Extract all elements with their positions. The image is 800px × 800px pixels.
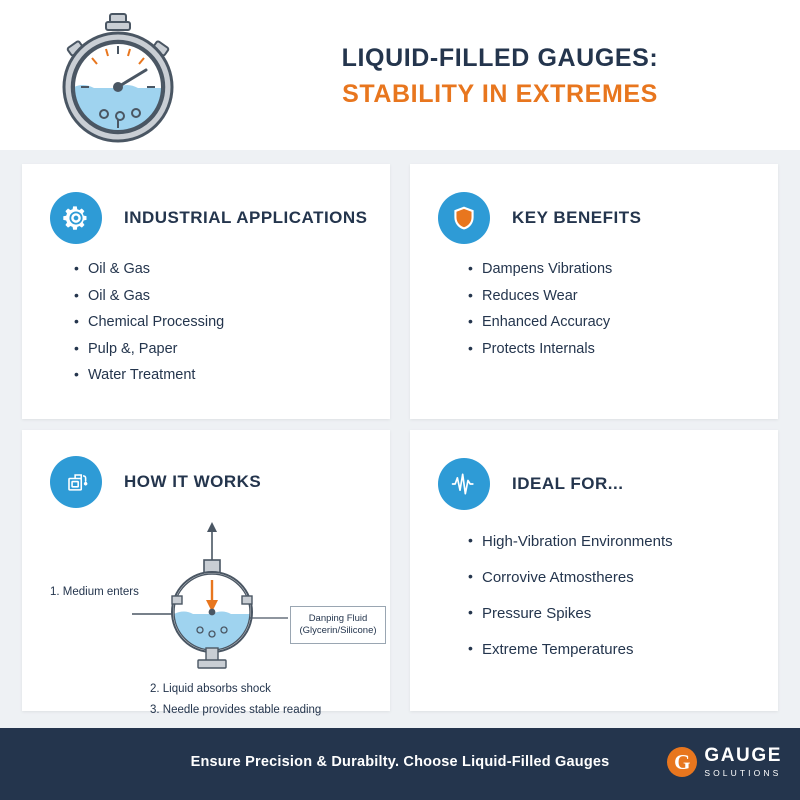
title-line-2: STABILITY IN EXTREMES [342, 80, 658, 108]
step-2-label: 2. Liquid absorbs shock [150, 683, 271, 695]
footer-tagline: Ensure Precision & Durabilty. Choose Liquid-Filled Gauges [190, 754, 610, 770]
damping-fluid-callout [290, 606, 386, 644]
card-key-benefits [410, 164, 778, 419]
card-how-it-works [22, 430, 390, 716]
footer [0, 728, 800, 800]
step-1-label: 1. Medium enters [50, 586, 139, 598]
card-industrial-applications [22, 164, 390, 419]
step-3-label: 3. Needle provides stable reading [150, 704, 322, 716]
page-title [230, 44, 770, 109]
ideal-for-list [410, 534, 778, 657]
list-item: • Extreme Temperatures [468, 642, 778, 657]
fill-gauge-icon [50, 456, 102, 508]
brand-wordmark [704, 746, 782, 778]
list-item: • Oil & Gas [74, 289, 390, 304]
card-title: HOW IT WORKS [124, 472, 262, 491]
list-item: • Reduces Wear [468, 289, 778, 304]
card-ideal-for [410, 430, 778, 711]
brand-mark-icon: G [667, 747, 697, 777]
card-title: KEY BENEFITS [512, 208, 642, 227]
card-header [22, 164, 390, 244]
card-title: INDUSTRIAL APPLICATIONS [124, 208, 368, 227]
how-it-works-diagram [22, 508, 390, 716]
card-title: IDEAL FOR... [512, 474, 624, 493]
list-item: • Enhanced Accuracy [468, 315, 778, 330]
list-item: • Water Treatment [74, 368, 390, 383]
list-item: • High-Vibration Environments [468, 534, 778, 549]
shield-icon [438, 192, 490, 244]
damping-fluid-line-2: (Glycerin/Silicone) [299, 624, 377, 636]
list-item: • Pulp &, Paper [74, 342, 390, 357]
list-item: • Pressure Spikes [468, 606, 778, 621]
gear-icon [50, 192, 102, 244]
gauge-cutaway-diagram [22, 508, 390, 698]
card-header [410, 430, 778, 510]
stopwatch-gauge-icon [48, 10, 188, 145]
brand-logo [667, 746, 782, 778]
list-item: • Chemical Processing [74, 315, 390, 330]
list-item: • Protects Internals [468, 342, 778, 357]
list-item: • Corrovive Atmostheres [468, 570, 778, 585]
list-item: • Dampens Vibrations [468, 262, 778, 277]
brand-name: GAUGE [704, 745, 782, 766]
damping-fluid-line-1: Danping Fluid [308, 613, 368, 624]
brand-subtitle: SOLUTIONS [704, 768, 782, 778]
title-line-1: LIQUID-FILLED GAUGES: [341, 44, 659, 72]
list-item: • Oil & Gas [74, 262, 390, 277]
vibration-pulse-icon [438, 458, 490, 510]
card-header [22, 430, 390, 508]
card-header [410, 164, 778, 244]
benefits-list [410, 262, 778, 356]
header [0, 0, 800, 150]
applications-list [22, 262, 390, 383]
